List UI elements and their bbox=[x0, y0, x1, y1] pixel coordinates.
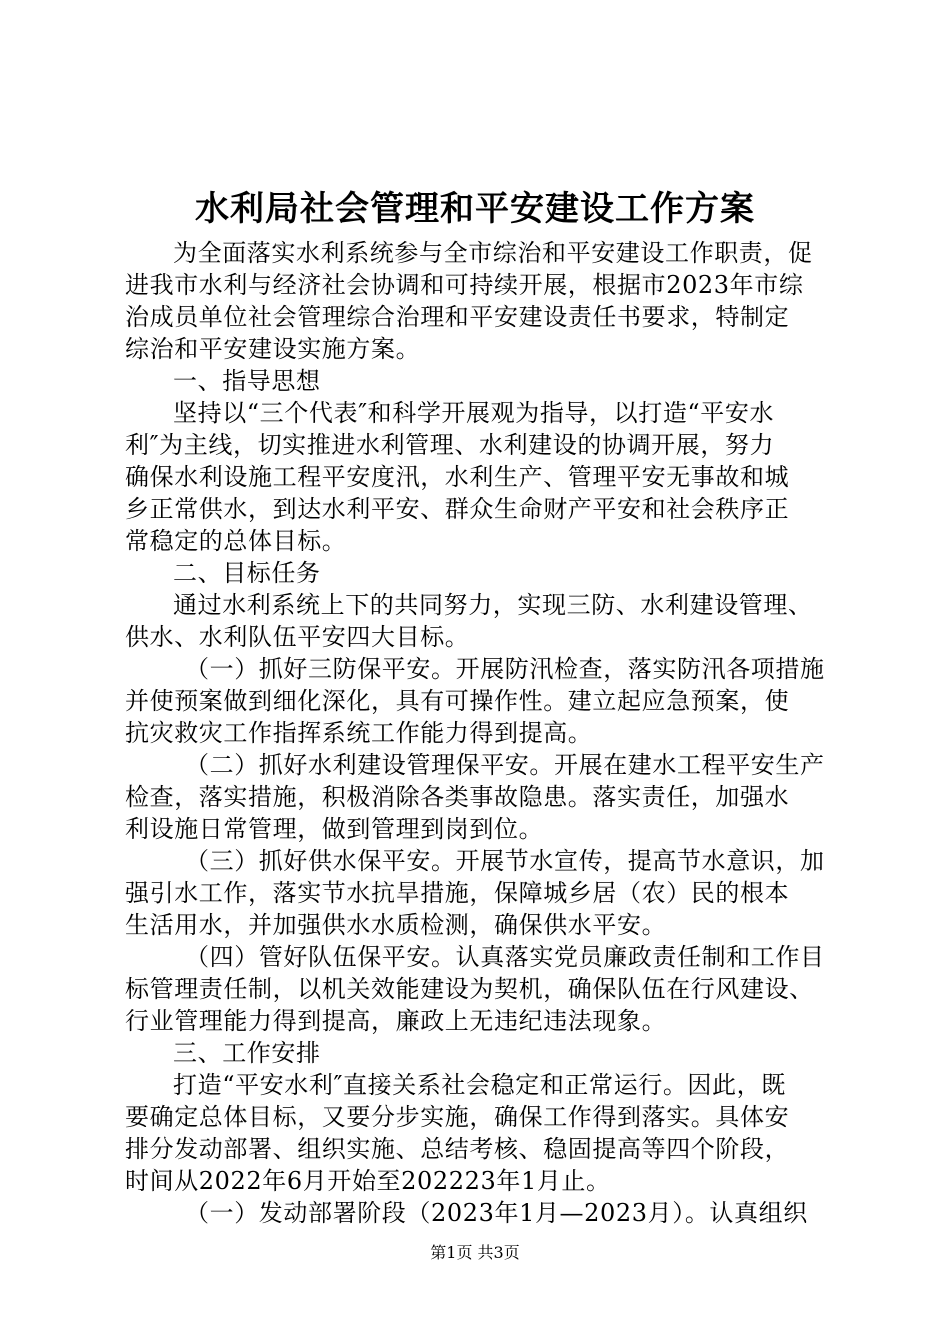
text-line: 利″为主线，切实推进水利管理、水利建设的协调开展，努力 bbox=[125, 431, 775, 459]
text-line: 强引水工作，落实节水抗旱措施，保障城乡居（农）民的根本 bbox=[125, 879, 790, 907]
text-line: （一）发动部署阶段（2023年1月—2023月）。认真组织 bbox=[185, 1199, 808, 1227]
document-body bbox=[125, 237, 830, 1229]
text-line: 治成员单位社会管理综合治理和平安建设责任书要求，特制定 bbox=[125, 303, 790, 331]
text-line: 常稳定的总体目标。 bbox=[125, 527, 347, 555]
page-footer: 第1页 共3页 bbox=[430, 1243, 520, 1262]
text-line: 利设施日常管理，做到管理到岗到位。 bbox=[125, 815, 544, 843]
text-line: 综治和平安建设实施方案。 bbox=[125, 335, 421, 363]
text-line: 进我市水利与经济社会协调和可持续开展，根据市2023年市综 bbox=[125, 271, 804, 299]
text-line: 三、工作安排 bbox=[173, 1039, 321, 1067]
text-line: 排分发动部署、组织实施、总结考核、稳固提高等四个阶段， bbox=[125, 1135, 790, 1163]
text-line: （四）管好队伍保平安。认真落实党员廉政责任制和工作目 bbox=[185, 943, 825, 971]
text-line: 检查，落实措施，积极消除各类事故隐患。落实责任，加强水 bbox=[125, 783, 790, 811]
document-title: 水利局社会管理和平安建设工作方案 bbox=[195, 189, 755, 229]
text-line: 要确定总体目标，又要分步实施，确保工作得到落实。具体安 bbox=[125, 1103, 790, 1131]
text-line: 通过水利系统上下的共同努力，实现三防、水利建设管理、 bbox=[173, 591, 813, 619]
text-line: 供水、水利队伍平安四大目标。 bbox=[125, 623, 470, 651]
text-line: （三）抓好供水保平安。开展节水宣传，提高节水意识，加 bbox=[185, 847, 825, 875]
text-line: 生活用水，并加强供水水质检测，确保供水平安。 bbox=[125, 911, 667, 939]
text-line: （二）抓好水利建设管理保平安。开展在建水工程平安生产 bbox=[185, 751, 825, 779]
text-line: 并使预案做到细化深化，具有可操作性。建立起应急预案，使 bbox=[125, 687, 790, 715]
text-line: 标管理责任制，以机关效能建设为契机，确保队伍在行风建设、 bbox=[125, 975, 814, 1003]
text-line: 二、目标任务 bbox=[173, 559, 321, 587]
text-line: 抗灾救灾工作指挥系统工作能力得到提高。 bbox=[125, 719, 593, 747]
text-line: 确保水利设施工程平安度汛，水利生产、管理平安无事故和城 bbox=[125, 463, 790, 491]
text-line: 坚持以“三个代表″和科学开展观为指导，以打造“平安水 bbox=[173, 399, 775, 427]
text-line: 为全面落实水利系统参与全市综治和平安建设工作职责，促 bbox=[173, 239, 813, 267]
text-line: （一）抓好三防保平安。开展防汛检查，落实防汛各项措施 bbox=[185, 655, 825, 683]
text-line: 打造“平安水利″直接关系社会稳定和正常运行。因此，既 bbox=[173, 1071, 786, 1099]
text-line: 时间从2022年6月开始至202223年1月止。 bbox=[125, 1167, 611, 1195]
text-line: 一、指导思想 bbox=[173, 367, 321, 395]
text-line: 乡正常供水，到达水利平安、群众生命财产平安和社会秩序正 bbox=[125, 495, 790, 523]
text-line: 行业管理能力得到提高，廉政上无违纪违法现象。 bbox=[125, 1007, 667, 1035]
